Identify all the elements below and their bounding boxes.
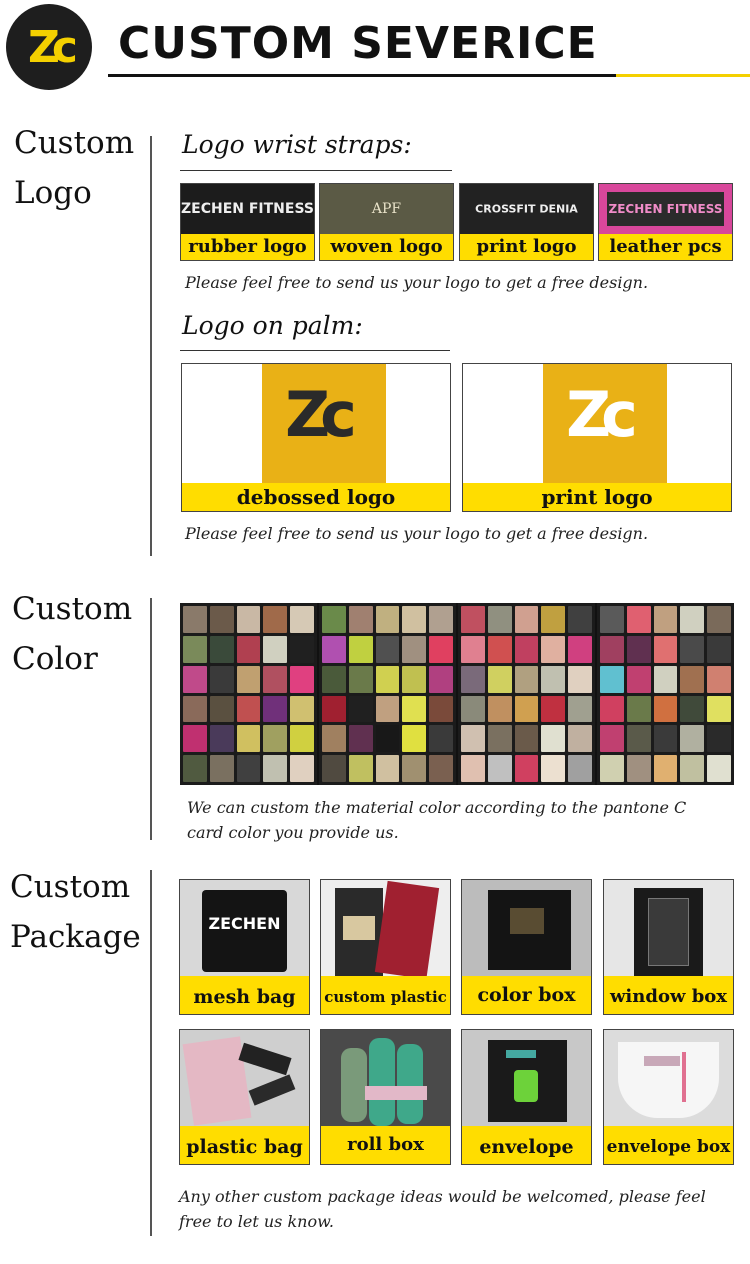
wrist-strap-card-woven[interactable] [319, 183, 454, 261]
wrist-straps-title: Logo wrist straps: [182, 130, 412, 159]
color-swatch-image [180, 603, 734, 785]
package-label: envelope [462, 1126, 591, 1164]
section-title-logo: Custom Logo [14, 125, 135, 211]
package-label: window box [604, 976, 733, 1014]
woven-logo-image: APF [320, 184, 453, 234]
wrist-strap-label: leather pcs [599, 234, 732, 260]
custom-plastic-image [321, 880, 450, 976]
package-label: mesh bag [180, 976, 309, 1014]
section-divider [150, 136, 152, 556]
section-divider [150, 870, 152, 1236]
plastic-bag-image [180, 1030, 309, 1126]
leather-pcs-image: ZECHEN FITNESS [599, 184, 732, 234]
package-card-envelope[interactable] [461, 1029, 592, 1165]
color-note: We can custom the material color according to the pantone C card color you provide us. [187, 798, 687, 842]
wrist-strap-card-print[interactable] [459, 183, 594, 261]
palm-card-debossed[interactable] [181, 363, 451, 512]
package-card-window-box[interactable] [603, 879, 734, 1015]
wrist-strap-card-rubber[interactable] [180, 183, 315, 261]
package-card-custom-plastic[interactable] [320, 879, 451, 1015]
section-title-package: Custom Package [10, 869, 141, 955]
package-card-mesh-bag[interactable] [179, 879, 310, 1015]
envelope-box-image [604, 1030, 733, 1126]
window-box-image [604, 880, 733, 976]
package-card-roll-box[interactable] [320, 1029, 451, 1165]
palm-label: debossed logo [182, 483, 450, 511]
debossed-logo-image: Zc [182, 364, 450, 483]
header-underline-accent [616, 74, 750, 77]
swatch-panel [458, 603, 595, 785]
package-card-color-box[interactable] [461, 879, 592, 1015]
header-underline [108, 74, 616, 77]
logo-note: Please feel free to send us your logo to get a free design. [185, 524, 649, 543]
section-title-color: Custom Color [12, 591, 133, 677]
palm-label: print logo [463, 483, 731, 511]
print-palm-image: Zc [463, 364, 731, 483]
roll-box-image [321, 1030, 450, 1126]
swatch-panel [180, 603, 317, 785]
envelope-image [462, 1030, 591, 1126]
print-logo-image: CROSSFIT DENIA [460, 184, 593, 234]
rubber-logo-image: ZECHEN FITNESS [181, 184, 314, 234]
palm-title: Logo on palm: [182, 311, 363, 340]
package-label: roll box [321, 1126, 450, 1164]
mesh-bag-image: ZECHEN [180, 880, 309, 976]
wrist-strap-label: rubber logo [181, 234, 314, 260]
color-box-image [462, 880, 591, 976]
palm-card-print[interactable] [462, 363, 732, 512]
brand-logo [6, 4, 92, 90]
subtitle-underline [180, 170, 452, 171]
package-card-plastic-bag[interactable] [179, 1029, 310, 1165]
subtitle-underline [180, 350, 450, 351]
package-label: envelope box [604, 1126, 733, 1164]
swatch-panel [597, 603, 734, 785]
section-divider [150, 598, 152, 840]
swatch-panel [319, 603, 456, 785]
logo-note: Please feel free to send us your logo to get a free design. [185, 273, 649, 292]
package-label: plastic bag [180, 1126, 309, 1164]
wrist-strap-label: woven logo [320, 234, 453, 260]
package-card-envelope-box[interactable] [603, 1029, 734, 1165]
wrist-strap-card-leather[interactable] [598, 183, 733, 261]
package-label: custom plastic [321, 976, 450, 1014]
page-title: CUSTOM SEVERICE [118, 18, 598, 69]
brand-logo-text: Zc [28, 21, 70, 73]
package-note: Any other custom package ideas would be welcomed, please feel free to let us know. [179, 1187, 706, 1231]
wrist-strap-label: print logo [460, 234, 593, 260]
package-label: color box [462, 976, 591, 1014]
